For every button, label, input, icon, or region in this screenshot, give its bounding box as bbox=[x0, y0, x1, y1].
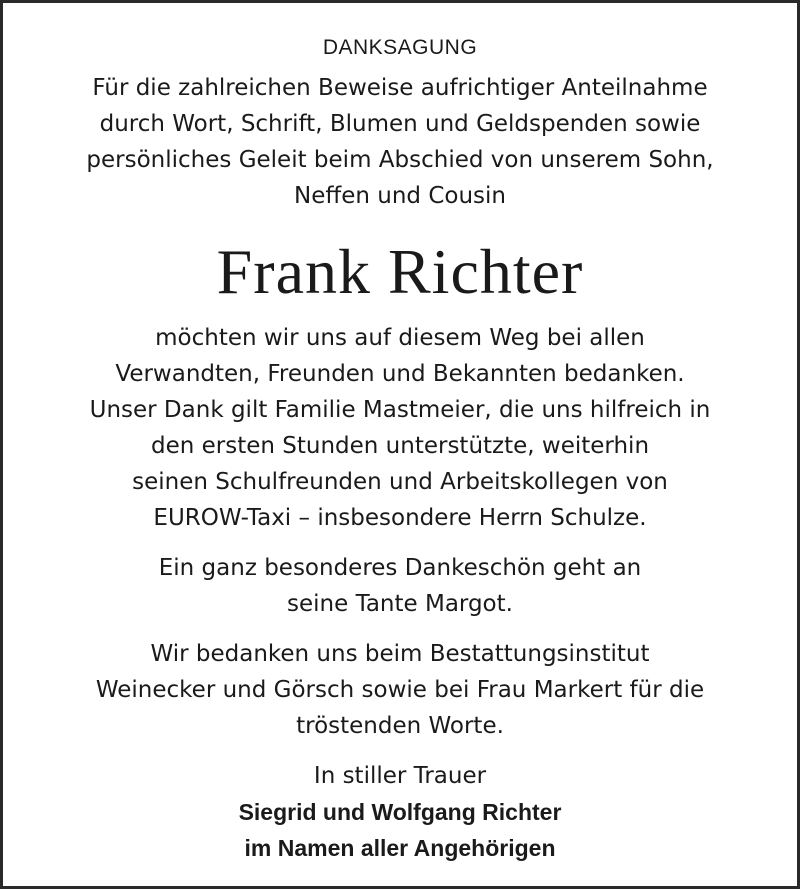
thanks-line: den ersten Stunden unterstützte, weiterhin bbox=[150, 433, 650, 459]
special-line: Ein ganz besonderes Dankeschön geht an bbox=[158, 555, 642, 581]
intro-line: Neffen und Cousin bbox=[294, 183, 506, 209]
deceased-name: Frank Richter bbox=[216, 236, 584, 307]
thanks-paragraph bbox=[40, 320, 760, 536]
special-thanks-paragraph bbox=[40, 550, 760, 622]
thanks-line: Unser Dank gilt Familie Mastmeier, die uns hilfreich in bbox=[89, 397, 711, 423]
intro-line: persönliches Geleit beim Abschied von unserem Sohn, bbox=[86, 147, 714, 173]
intro-line: Für die zahlreichen Beweise aufrichtiger Anteilnahme bbox=[92, 75, 708, 101]
thanks-line: möchten wir uns auf diesem Weg bei allen bbox=[155, 325, 645, 351]
signer-note: im Namen aller Angehörigen bbox=[244, 835, 556, 861]
funeral-line: Weinecker und Görsch sowie bei Frau Markert für die bbox=[95, 677, 705, 703]
thanks-line: Verwandten, Freunden und Bekannten bedanken. bbox=[115, 361, 685, 387]
intro-paragraph bbox=[40, 70, 760, 214]
intro-line: durch Wort, Schrift, Blumen und Geldspenden sowie bbox=[99, 111, 701, 137]
funeral-line: tröstenden Worte. bbox=[296, 713, 504, 739]
funeral-line: Wir bedanken uns beim Bestattungsinstitut bbox=[150, 641, 650, 667]
signer-names: Siegrid und Wolfgang Richter bbox=[238, 799, 562, 825]
special-line: seine Tante Margot. bbox=[287, 591, 513, 617]
closing-block bbox=[40, 758, 760, 866]
thanks-line: seinen Schulfreunden und Arbeitskollegen von bbox=[132, 469, 668, 495]
notice-heading: DANKSAGUNG bbox=[322, 36, 478, 59]
funeral-thanks-paragraph bbox=[40, 636, 760, 744]
closing-line: In stiller Trauer bbox=[313, 763, 487, 789]
thanks-line: EUROW-Taxi – insbesondere Herrn Schulze. bbox=[153, 505, 647, 531]
